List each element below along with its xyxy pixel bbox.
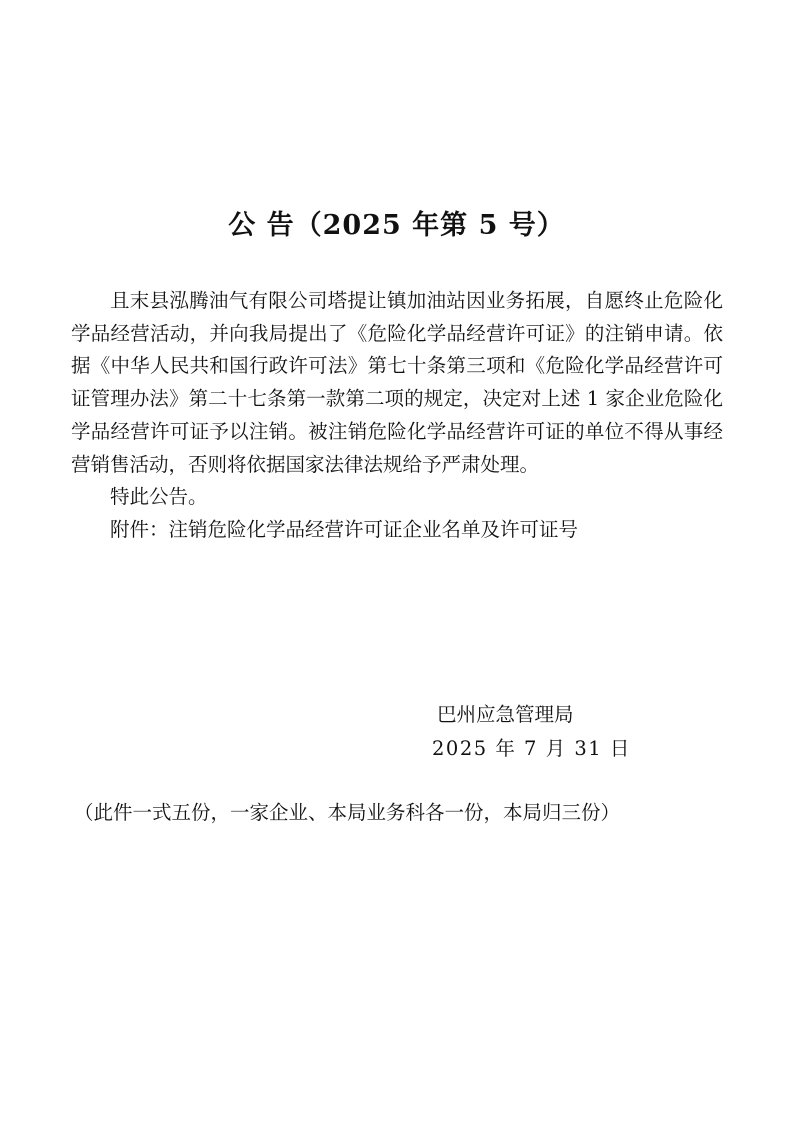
distribution-note: （此件一式五份，一家企业、本局业务科各一份，本局归三份）	[74, 801, 621, 824]
document-body	[71, 285, 723, 547]
closing-paragraph: 特此公告。	[110, 485, 208, 509]
main-paragraph: 且末县泓腾油气有限公司塔提让镇加油站因业务拓展，自愿终止危险化学品经营活动，并向我局提出了《危险化学品经营许可证》的注销申请。依据《中华人民共和国行政许可法》第七十条第三项和《危险化学品经营许可证管理办法》第二十七条第一款第二项的规定，决定对上述 1 家企业危险化学品经营许可证予以注销。被注销危险化学品经营许可证的单位不得从事经营销售活动，否则将依据国家法律法规给予严肃处理。	[71, 289, 723, 476]
issuing-organization: 巴州应急管理局	[437, 703, 574, 726]
document-title: 公 告（2025 年第 5 号）	[228, 210, 565, 241]
attachment-paragraph: 附件：注销危险化学品经营许可证企业名单及许可证号	[110, 517, 579, 541]
issue-date: 2025 年 7 月 31 日	[432, 737, 631, 760]
